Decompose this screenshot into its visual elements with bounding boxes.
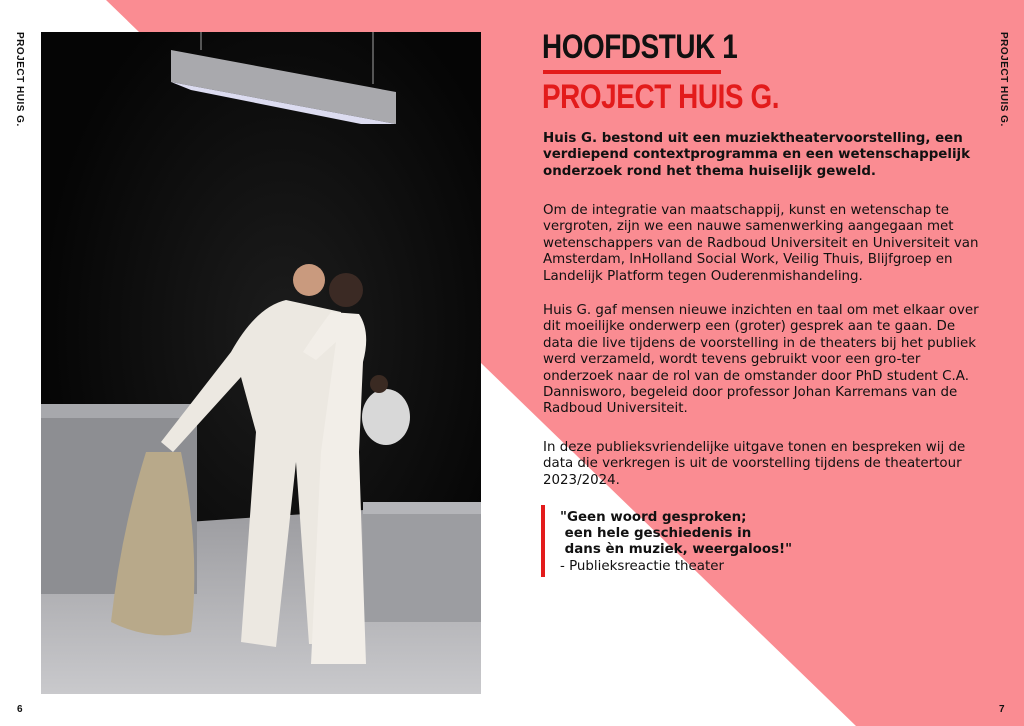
page-title: PROJECT HUIS G. — [542, 78, 780, 116]
stage-photo — [41, 32, 481, 694]
running-header-left: PROJECT HUIS G. — [14, 32, 25, 127]
quote-line: dans èn muziek, weergaloos!" — [560, 542, 793, 558]
page-number-right: 7 — [999, 704, 1005, 715]
quote-source: - Publieksreactie theater — [560, 559, 724, 574]
body-paragraph: Huis G. gaf mensen nieuwe inzichten en taal om met elkaar over dit moeilijke onderwerp een (groter) gesprek aan te gaan. De data die live tijdens de voorstelling in de theaters bij het publiek werd verzameld, wordt tevens gebruikt voor een gro-ter onderzoek naar de rol van de omstander door PhD student C.A. Dannisworo, begeleid door professor Johan Karremans van de Radboud Universiteit. — [543, 303, 979, 417]
chapter-heading: HOOFDSTUK 1 — [542, 28, 738, 66]
intro-paragraph: Huis G. bestond uit een muziektheatervoorstelling, een verdiepend contextprogramma en een wetenschappelijk onderzoek rond het thema huiselijk geweld. — [543, 131, 971, 179]
quote-accent-bar — [541, 505, 545, 577]
body-paragraph: Om de integratie van maatschappij, kunst en wetenschap te vergroten, zijn we een nauwe samenwerking aangegaan met wetenschappers van de Radboud Universiteit en Universiteit van Amsterdam, InHolland Social Work, Veilig Thuis, Blijfgroep en Landelijk Platform tegen Ouderenmishandeling. — [543, 203, 979, 284]
heading-rule — [543, 70, 721, 74]
quote-line: "Geen woord gesproken; — [560, 510, 747, 525]
body-paragraph: In deze publieksvriendelijke uitgave tonen en bespreken wij de data die verkregen is uit de voorstelling tijdens de theatertour 2023/2024. — [543, 440, 966, 488]
page-number-left: 6 — [17, 704, 23, 715]
running-header-right: PROJECT HUIS G. — [998, 32, 1009, 127]
pull-quote — [560, 510, 792, 559]
quote-line: een hele geschiedenis in — [560, 526, 752, 542]
